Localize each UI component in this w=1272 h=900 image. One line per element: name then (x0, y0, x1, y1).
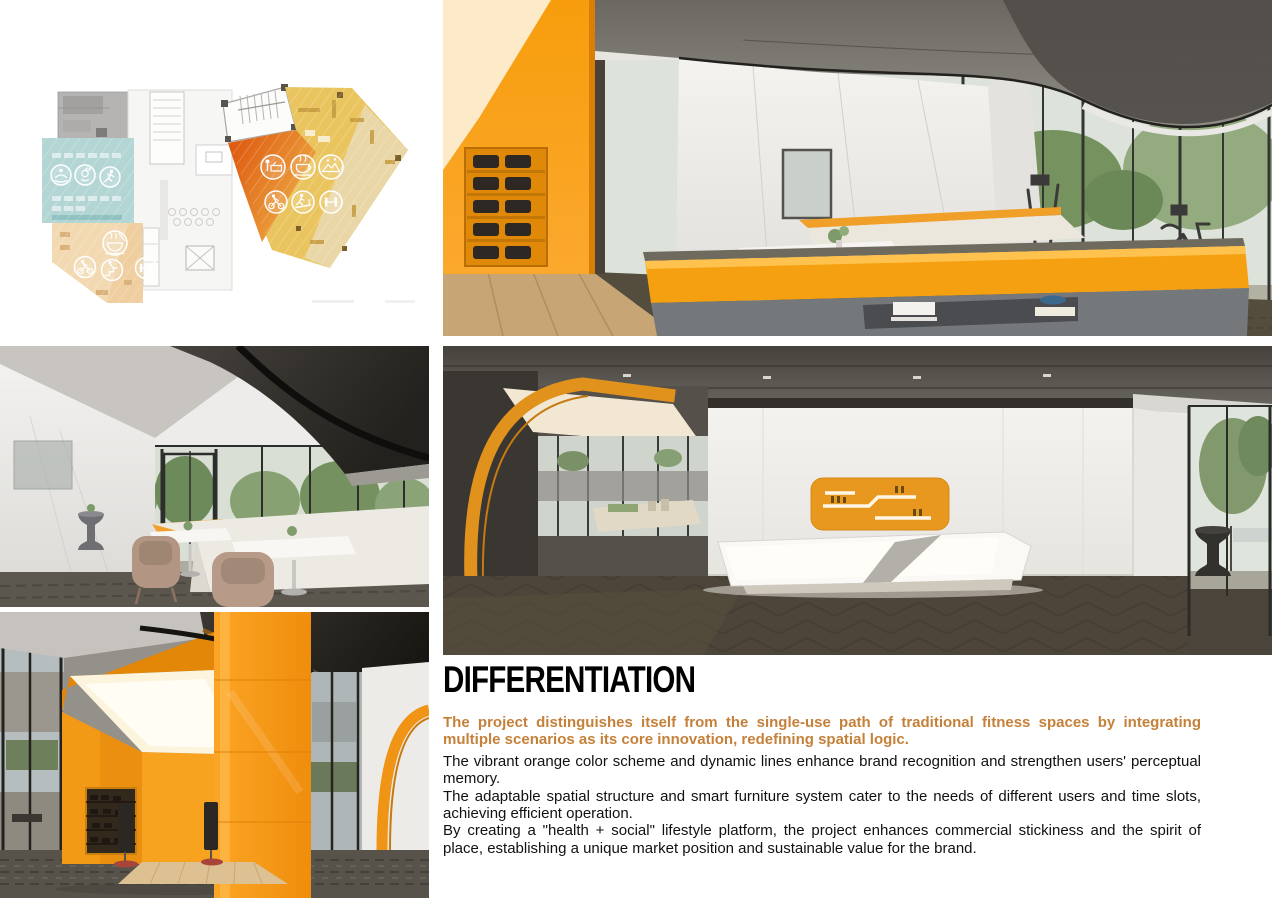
article-paragraph-2: The adaptable spatial structure and smart furniture system cater to the needs of different users and time slots, achieving efficient operation. (443, 787, 1201, 823)
photo-orange-pavilion (0, 612, 429, 898)
wall-mirror (783, 150, 831, 218)
coffee-icon (291, 155, 315, 179)
spin-bike-icon (265, 191, 287, 213)
article (443, 661, 1201, 857)
right-glass-wall (306, 672, 362, 856)
orange-pavilion-image (0, 612, 429, 898)
floor-plan-panel (0, 0, 443, 336)
watermark-mark (385, 300, 415, 303)
fitness-lounge-image (443, 0, 1272, 336)
running-icon (100, 167, 120, 187)
spin-bike-icon (75, 257, 96, 278)
dumbbell-icon (136, 258, 157, 279)
article-highlight: The project distinguishes itself from the single-use path of traditional fitness spaces by integrating multiple scenarios as its core innovation, redefining spatial logic. (443, 714, 1201, 749)
orange-counter (643, 238, 1249, 336)
article-title: DIFFERENTIATION (443, 659, 696, 700)
watermark-mark (312, 300, 354, 303)
reception-hall-image (443, 346, 1272, 655)
article-paragraph-1: The vibrant orange color scheme and dynamic lines enhance brand recognition and strengthen users' perceptual memory. (443, 752, 1201, 788)
reception-icon (261, 155, 285, 179)
photo-cafe-corner (0, 346, 429, 607)
audience-icon (319, 155, 343, 179)
left-glass-wall (0, 634, 64, 856)
right-glass-wall (1188, 406, 1272, 655)
floor-plan-image (0, 0, 443, 336)
meditation-icon (51, 165, 71, 185)
dumbbell-icon (320, 191, 342, 213)
orange-display-niche (811, 478, 949, 530)
reception-desk (703, 532, 1043, 598)
wellness-icon (75, 165, 95, 185)
photo-fitness-lounge (443, 0, 1272, 336)
article-paragraph-3: By creating a "health + social" lifestyle platform, the project enhances commercial stickiness and the spirit of place, establishing a unique market position and sustainable value for the brand. (443, 822, 1201, 857)
food-bowl-icon (103, 231, 127, 255)
stair-climber-icon (102, 260, 123, 281)
orange-portal (443, 371, 708, 581)
treadmill-icon (292, 191, 314, 213)
cafe-corner-image (0, 346, 429, 607)
right-white-wall (362, 662, 429, 852)
orange-shoe-shelf (443, 0, 605, 274)
photo-reception-hall (443, 346, 1272, 655)
